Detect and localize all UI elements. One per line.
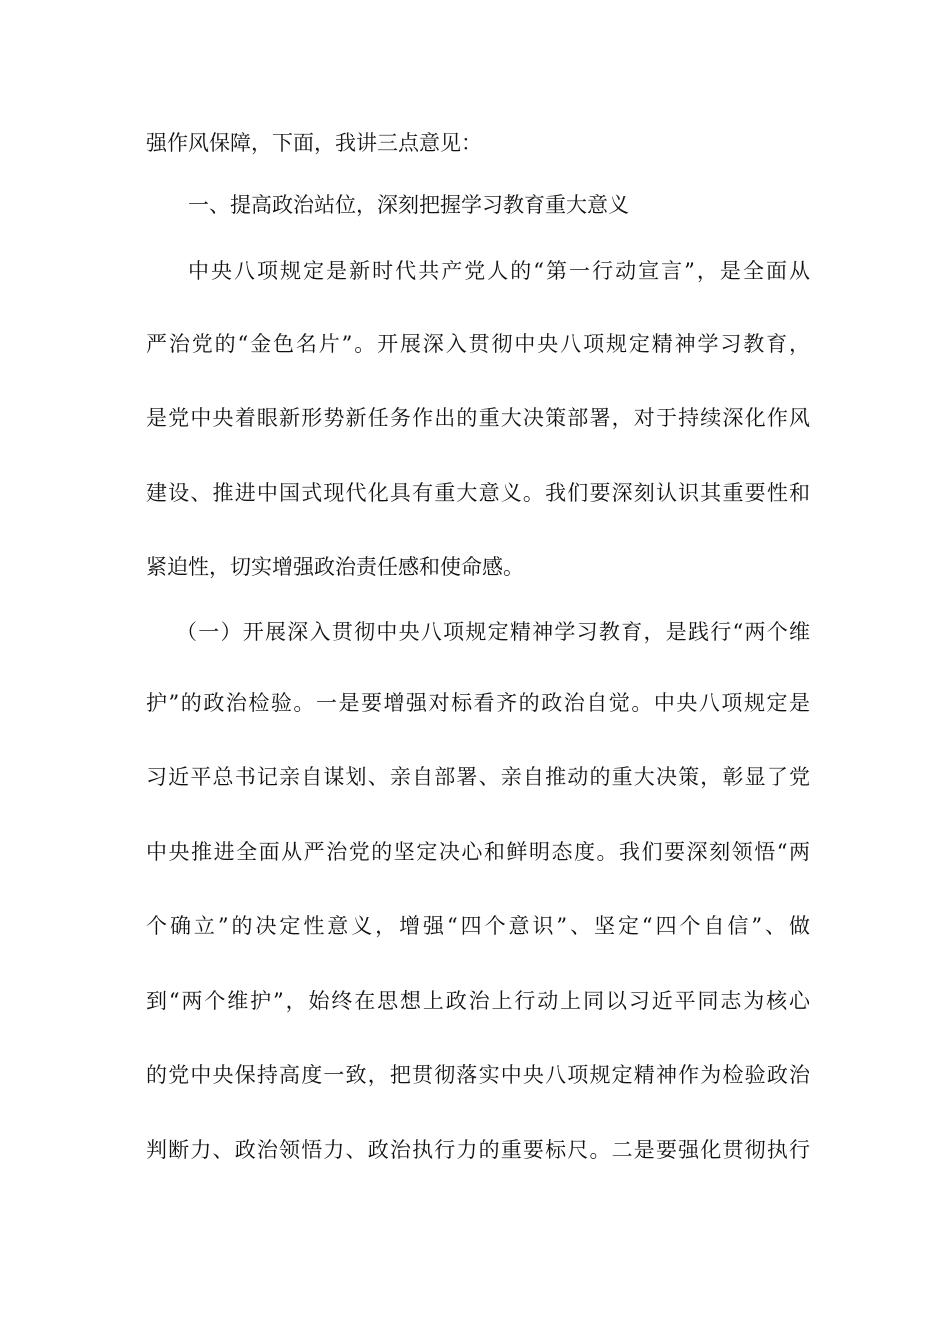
text-line-3: 中央八项规定是新时代共产党人的“第一行动宣言”，是全面从 <box>188 259 810 283</box>
text-line-7: 紧迫性，切实增强政治责任感和使命感。 <box>146 555 524 579</box>
text-line-5: 是党中央着眼新形势新任务作出的重大决策部署，对于持续深化作风 <box>146 406 810 430</box>
text-line-11: 中央推进全面从严治党的坚定决心和鲜明态度。我们要深刻领悟“两 <box>146 840 810 864</box>
text-line-12: 个确立”的决定性意义，增强“四个意识”、坚定“四个自信”、做 <box>146 914 810 938</box>
text-line-9: 护”的政治检验。一是要增强对标看齐的政治自觉。中央八项规定是 <box>146 691 810 715</box>
text-line-13: 到“两个维护”，始终在思想上政治上行动上同以习近平同志为核心 <box>146 989 810 1013</box>
text-line-6: 建设、推进中国式现代化具有重大意义。我们要深刻认识其重要性和 <box>146 481 810 505</box>
text-line-14: 的党中央保持高度一致，把贯彻落实中央八项规定精神作为检验政治 <box>146 1063 810 1087</box>
section-heading: 一、提高政治站位，深刻把握学习教育重大意义 <box>188 193 629 217</box>
subsection-heading-line: （一）开展深入贯彻中央八项规定精神学习教育，是践行“两个维 <box>176 620 810 644</box>
text-line-10: 习近平总书记亲自谋划、亲自部署、亲自推动的重大决策，彰显了党 <box>146 765 810 789</box>
text-line-15: 判断力、政治领悟力、政治执行力的重要标尺。二是要强化贯彻执行 <box>146 1138 810 1162</box>
text-line-1: 强作风保障，下面，我讲三点意见： <box>146 131 482 155</box>
text-line-4: 严治党的“金色名片”。开展深入贯彻中央八项规定精神学习教育， <box>146 332 810 356</box>
